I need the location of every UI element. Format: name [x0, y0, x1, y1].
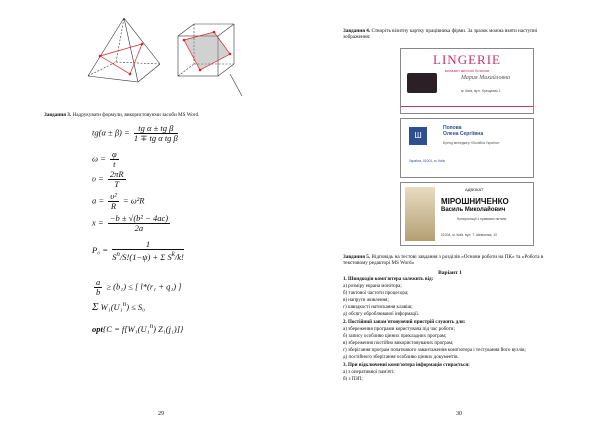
card3-desc: Консультації з правових питань [457, 217, 507, 221]
card1-photo [407, 73, 437, 93]
card3-fullname: Василь Миколайович [441, 207, 506, 213]
q2-option-d: г) зберігання програм початкового завантаження комп'ютера і тестування його вузлів; [343, 348, 526, 353]
formula-opt: opt{C = f[W₁(U₁$^n$) Z₁(j₁)]} [92, 322, 184, 334]
card1-contact: м. Київ, вул. Хрещатик 1 [461, 89, 501, 93]
question-2: 2. Постійний запам'ятовуючий пристрій служить для: [343, 320, 466, 325]
q1-option-e: д) обсягу оброблюваної інформації. [343, 312, 420, 317]
card3-lady-justice-image [405, 187, 435, 241]
q2-option-e: д) постійного зберігання особливо цінних документів. [343, 355, 459, 360]
task3-heading: Завдання 3. Надрукувати формули, використовуючи засоби MS Word. [44, 112, 200, 118]
card2-name: Попова Олена Сергіївна [443, 125, 484, 137]
formula-omega: ω = $\frac{\varphi}{t}$ [92, 149, 117, 169]
page-number-right: 30 [456, 411, 462, 417]
card3-name: МІРОШНИЧЕНКО [441, 197, 509, 206]
card2-contact: Україна, 01001, м. Київ [409, 159, 445, 163]
formula-acceleration: a = $\frac{\text{υ²}}{R}$ = ω²R [92, 191, 145, 211]
q1-option-d: г) швидкості натискання клавіш; [343, 305, 413, 310]
card1-bottom-line [401, 106, 533, 108]
variant-title: Варіант 1 [438, 270, 462, 276]
business-card-popova [400, 118, 534, 178]
card2-logo: Ш [409, 127, 427, 145]
formula-p0: P₀ = $\frac{1}{S^n/S!(1-\psi) + \Sigma S^k/k!}$ [92, 239, 184, 262]
formula-sum: Σ W₁(U₁$^n$) ≤ S₀ [92, 300, 146, 313]
cube-section-figure [170, 14, 250, 99]
card3-header: АДВОКАТ [465, 187, 484, 192]
q2-option-c: в) збереження постійно використовуваних програм; [343, 341, 454, 346]
card3-contact: 01004, м. Київ, вул. Т. Шевченка, 10 [441, 233, 498, 237]
right-page [300, 0, 600, 424]
business-card-lingerie [400, 48, 534, 114]
q3-option-a: а) з оперативної пам'яті; [343, 370, 395, 375]
pyramid-figure [80, 14, 165, 86]
business-card-advocate [400, 182, 534, 246]
q2-option-b: б) запису особливо цінних прикладних програм; [343, 334, 447, 339]
task5-heading: Завдання 5. Відповідь на тестові завдання з розділів «Основи роботи на ПК» та «Робота в текстовому редакторі MS Word» [343, 254, 544, 267]
question-1: 1. Швидкодія комп'ютера залежить від: [343, 277, 434, 282]
question-3: 3. При відключенні комп'ютера інформація стирається: [343, 363, 470, 368]
card1-script: Мария Михайловна [461, 75, 511, 81]
q2-option-a: а) збереження програми користувача під час роботи; [343, 327, 455, 332]
q1-option-a: а) розміру екрана монітора; [343, 284, 402, 289]
card1-title: LINGERIE [433, 52, 501, 67]
formula-quadratic: x = $\frac{\text{−b ± √(b² − 4ac)}}{2a}$ [92, 213, 169, 233]
task4-heading: Завдання 4. Створіть візитну картку працівника фірми. За зразок можна взяти наступні зображення: [343, 28, 538, 41]
formula-tan-sum: tg(α ± β) = $\frac{\text{tg α ± tg β}}{\text{1 ∓ tg α tg β}}$ [92, 123, 178, 143]
card2-position: Бренд менеджер «Волійна Україна» [443, 141, 500, 145]
page-number-left: 29 [158, 411, 164, 417]
q1-option-c: в) напруги живлення; [343, 298, 389, 303]
q3-option-b: б) з ПЗП; [343, 377, 363, 382]
formula-velocity: υ = $\frac{2\pi R}{T}$ [92, 169, 124, 189]
card1-subtitle: магазин жіночої білизни [444, 68, 490, 73]
q1-option-b: б) тактової частоти процесора; [343, 291, 409, 296]
formula-inequality: $\frac{a}{b}$ ≥ (b₁) ≤ [ l*(r₁ + q₁) ] [96, 277, 182, 297]
